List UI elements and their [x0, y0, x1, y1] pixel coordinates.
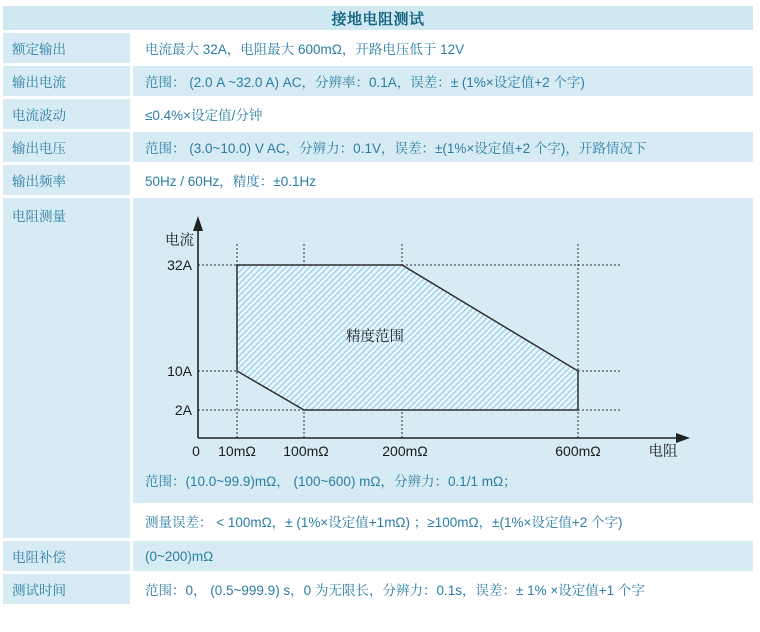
y-axis-title: 电流 [165, 233, 194, 249]
table-row [3, 99, 753, 129]
row-label-current-fluctuation: 电流波动 [3, 99, 130, 129]
table-row [3, 33, 753, 63]
row-label-output-voltage: 输出电压 [3, 132, 130, 162]
row-label-output-current: 输出电流 [3, 66, 130, 96]
x-tick-10mohm: 10mΩ [218, 443, 256, 459]
x-axis-arrow-icon [676, 433, 690, 443]
accuracy-range-chart [133, 198, 753, 503]
y-tick-10A: 10A [167, 363, 192, 379]
accuracy-region-polygon [237, 265, 578, 410]
row-label-rated-output: 额定输出 [3, 33, 130, 63]
resistance-range-text: 范围：(10.0~99.9)mΩ， (100~600) mΩ，分辨力：0.1/1 mΩ； [145, 474, 517, 489]
row-label-resistance-measurement: 电阻测量 [3, 198, 130, 538]
y-axis-arrow-icon [193, 216, 203, 231]
table-row [3, 66, 753, 96]
row-value-output-current: 范围： (2.0 A ~32.0 A) AC，分辨率：0.1A，误差：± (1%×设定值+2 个字) [133, 66, 753, 96]
y-tick-32A: 32A [167, 257, 192, 273]
x-tick-100mohm: 100mΩ [283, 443, 329, 459]
x-tick-0: 0 [192, 443, 200, 459]
row-label-output-frequency: 输出频率 [3, 165, 130, 195]
row-label-test-time: 测试时间 [3, 574, 130, 604]
x-axis-title: 电阻 [648, 444, 678, 460]
table-row [3, 574, 753, 604]
accuracy-region-label: 精度范围 [346, 329, 404, 345]
table-header-row [3, 6, 753, 30]
ground-resistance-spec-table [3, 6, 753, 607]
page-title: 接地电阻测试 [331, 10, 425, 28]
table-row [3, 541, 753, 571]
row-value-output-voltage: 范围： (3.0~10.0) V AC，分辨力：0.1V，误差：±(1%×设定值+2 个字)，开路情况下 [133, 132, 753, 162]
resistance-error-text: 测量误差： < 100mΩ，± (1%×设定值+1mΩ) ；≥100mΩ，±(1%×设定值+2 个字) [133, 506, 753, 535]
y-tick-2A: 2A [174, 402, 192, 418]
row-value-test-time: 范围：0， (0.5~999.9) s，0 为无限长，分辨力：0.1s，误差：± 1% ×设定值+1 个字 [133, 574, 753, 604]
row-value-resistance-compensation: (0~200)mΩ [133, 541, 753, 571]
row-value-output-frequency: 50Hz / 60Hz，精度：±0.1Hz [133, 165, 753, 195]
accuracy-range-chart-svg [133, 198, 753, 461]
row-label-resistance-compensation: 电阻补偿 [3, 541, 130, 571]
x-tick-200mohm: 200mΩ [382, 443, 428, 459]
row-value-rated-output: 电流最大 32A，电阻最大 600mΩ，开路电压低于 12V [133, 33, 753, 63]
table-row [3, 165, 753, 195]
table-row [3, 132, 753, 162]
row-value-current-fluctuation: ≤0.4%×设定值/分钟 [133, 99, 753, 129]
table-row-resistance-measurement [3, 198, 753, 538]
x-tick-600mohm: 600mΩ [555, 443, 601, 459]
resistance-measurement-cell [133, 198, 753, 538]
